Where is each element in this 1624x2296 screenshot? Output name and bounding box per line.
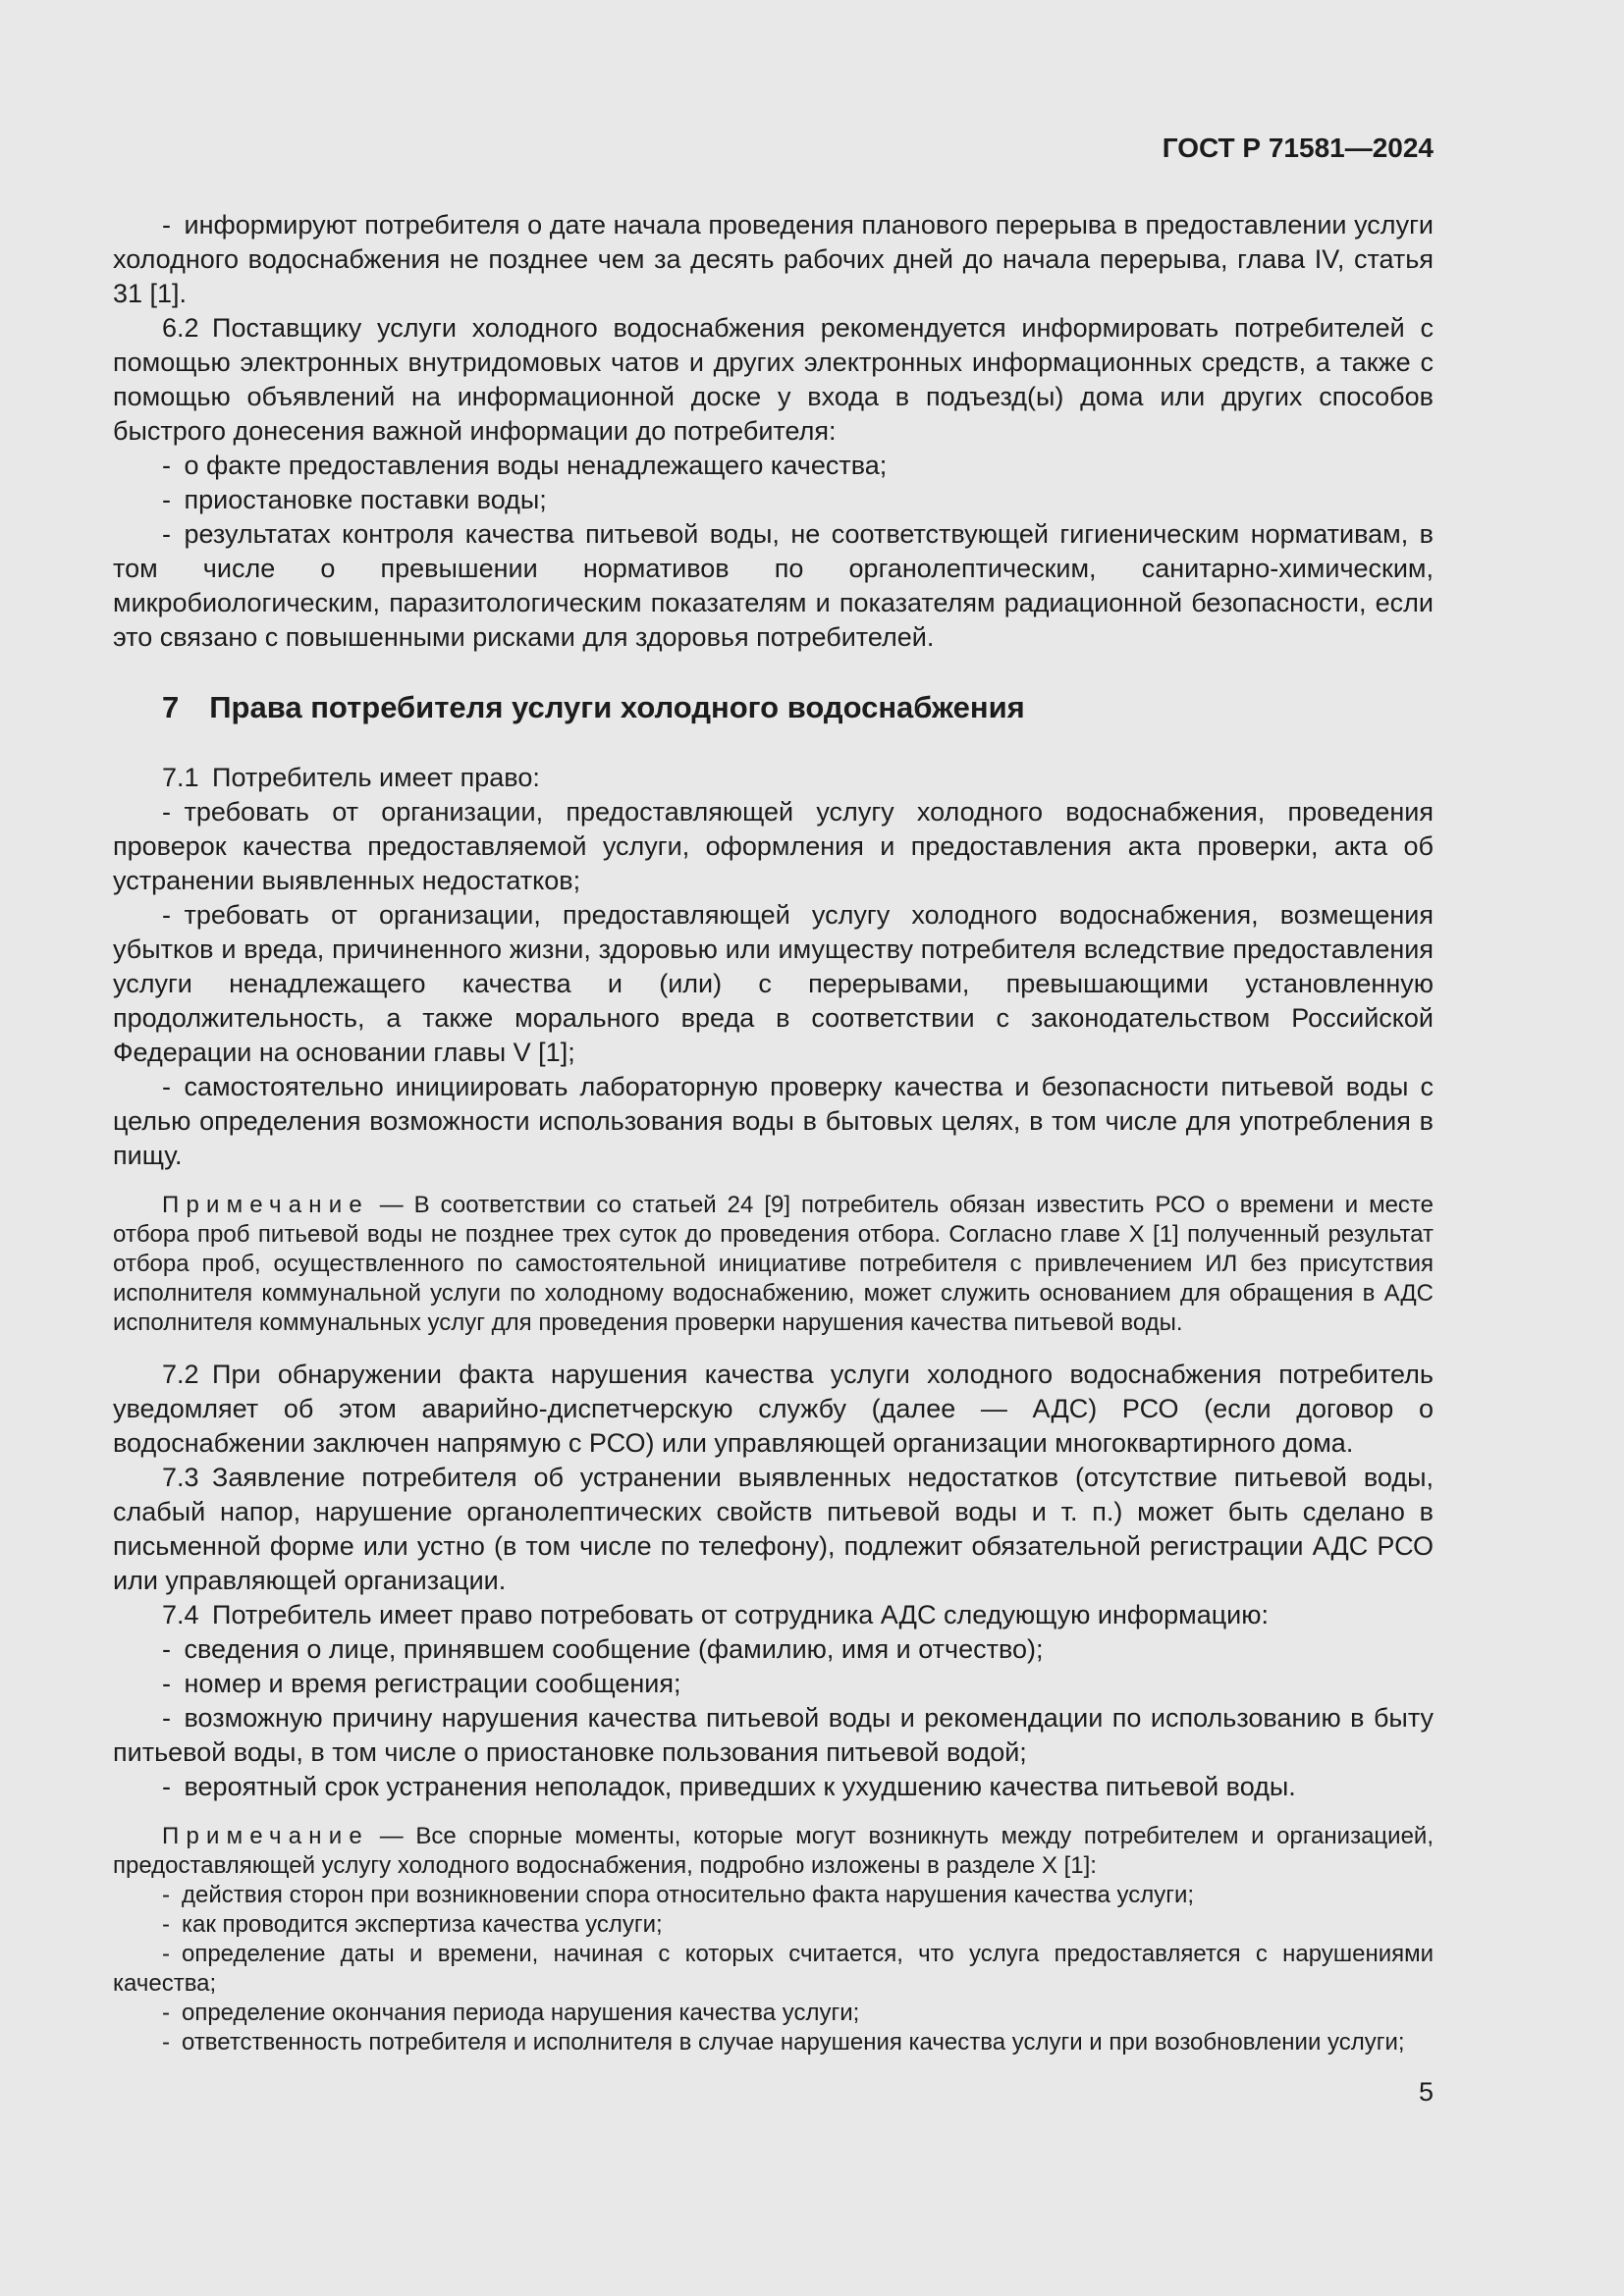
note-2-item-4: - определение окончания периода нарушения качества услуги; [162,2000,860,2026]
paragraph-7-4: 7.4 Потребитель имеет право потребовать от сотрудника АДС следующую информацию: [162,1600,1270,1629]
note-1-paragraph [113,1191,1434,1338]
note-2-item-5: - ответственность потребителя и исполнителя в случае нарушения качества услуги и при возобновлении услуги; [162,2029,1405,2056]
note-2-item-1: - действия сторон при возникновении спора относительно факта нарушения качества услуги; [162,1882,1195,1908]
note-2-item-2: - как проводится экспертиза качества услуги; [162,1911,663,1938]
list-item-7-1-2: - требовать от организации, предоставляющей услугу холодного водоснабжения, возмещения убытков и вреда, причиненного жизни, здоровью или имуществу потребителя вследствие предоставления услуги ненадлежащего качества и (или) с перерывами, превышающими установленную продолжительность, а также морального вреда в соответствии с законодательством Российской Федерации на основании главы V [1]; [113,900,1434,1067]
note-1 [113,1191,1434,1338]
paragraph-intro-item: - информируют потребителя о дате начала проведения планового перерыва в предоставлении услуги холодного водоснабжения не позднее чем за десять рабочих дней до начала перерыва, глава IV, статья 31 [1]. [113,210,1434,308]
paragraph-7-3: 7.3 Заявление потребителя об устранении выявленных недостатков (отсутствие питьевой воды, слабый напор, нарушение органолептических свойств питьевой воды и т. п.) может быть сделано в письменной форме или устно (в том числе по телефону), подлежит обязательной регистрации АДС РСО или управляющей организации. [113,1463,1434,1595]
note-2-item-3: - определение даты и времени, начиная с которых считается, что услуга предоставляется с нарушениями качества; [113,1941,1434,1997]
paragraph-7-1: 7.1 Потребитель имеет право: [162,763,540,792]
list-item-7-4-3: - возможную причину нарушения качества питьевой воды и рекомендации по использованию в быту питьевой воды, в том числе о приостановке пользования питьевой водой; [113,1703,1434,1767]
note-2-text: — Все спорные моменты, которые могут возникнуть между потребителем и организацией, предоставляющей услугу холодного водоснабжения, подробно изложены в разделе X [1]: [113,1823,1434,1879]
note-1-text: — В соответствии со статьей 24 [9] потребитель обязан известить РСО о времени и месте отбора проб питьевой воды не позднее трех суток до проведения отбора. Согласно главе X [1] полученный результат отбора проб, осуществленного по самостоятельной инициативе потребителя с привлечением ИЛ без присутствия исполнителя коммунальной услуги по холодному водоснабжению, может служить основанием для обращения в АДС исполнителя коммунальных услуг для проведения проверки нарушения качества питьевой воды. [113,1192,1434,1336]
page-number: 5 [1418,2077,1434,2107]
note-2-paragraph [113,1822,1434,1881]
running-header [113,132,1434,165]
note-2 [113,1822,1434,2057]
paragraph-7-2: 7.2 При обнаружении факта нарушения качества услуги холодного водоснабжения потребитель уведомляет об этом аварийно-диспетчерскую службу (далее — АДС) РСО (если договор о водоснабжении заключен напрямую с РСО) или управляющей организации многоквартирного дома. [113,1360,1434,1458]
list-item-7-1-1: - требовать от организации, предоставляющей услугу холодного водоснабжения, проведения проверок качества предоставляемой услуги, оформления и предоставления акта проверки, акта об устранении выявленных недостатков; [113,797,1434,895]
list-item-7-4-2: - номер и время регистрации сообщения; [162,1669,681,1698]
list-item-6-2-1: - о факте предоставления воды ненадлежащего качества; [162,451,888,480]
list-item-7-4-1: - сведения о лице, принявшем сообщение (фамилию, имя и отчество); [162,1634,1044,1664]
document-code: ГОСТ Р 71581—2024 [1162,133,1434,163]
paragraph-6-2: 6.2 Поставщику услуги холодного водоснабжения рекомендуется информировать потребителей с помощью электронных внутридомовых чатов и других электронных информационных средств, а также с помощью объявлений на информационной доске у входа в подъезд(ы) дома или других способов быстрого донесения важной информации до потребителя: [113,313,1434,446]
list-item-7-4-4: - вероятный срок устранения неполадок, приведших к ухудшению качества питьевой воды. [162,1772,1296,1801]
list-item-7-1-3: - самостоятельно инициировать лабораторную проверку качества и безопасности питьевой воды с целью определения возможности использования воды в бытовых целях, в том числе для употребления в пищу. [113,1072,1434,1170]
list-item-6-2-2: - приостановке поставки воды; [162,485,547,514]
page-content [113,208,1434,2077]
list-item-6-2-3: - результатах контроля качества питьевой воды, не соответствующей гигиеническим нормативам, в том числе о превышении нормативов по органолептическим, санитарно-химическим, микробиологическим, паразитологическим показателям и показателям радиационной безопасности, если это связано с повышенными рисками для здоровья потребителей. [113,519,1434,652]
note-1-label: Примечание [162,1192,369,1218]
note-2-label: Примечание [162,1823,369,1849]
section-7-heading: 7 Права потребителя услуги холодного водоснабжения [162,690,1025,724]
